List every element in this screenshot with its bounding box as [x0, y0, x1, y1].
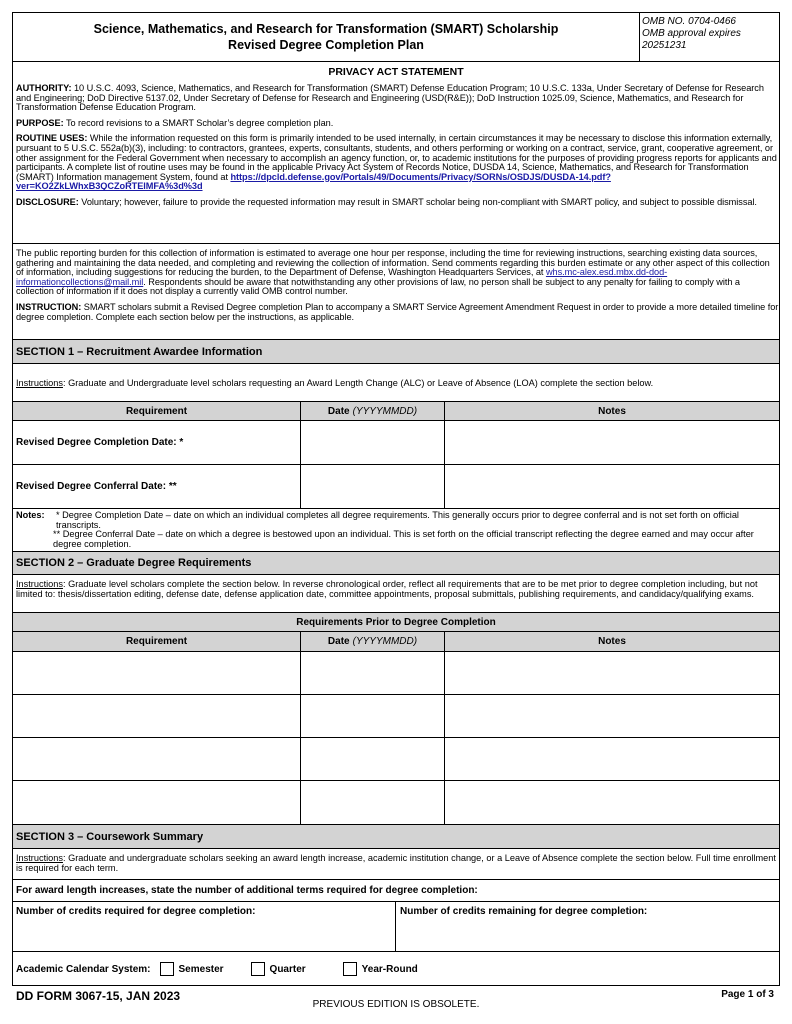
section2-instructions: [13, 574, 779, 612]
calendar-system-row: [13, 951, 779, 986]
burden-paragraph: [13, 249, 779, 297]
section2-instructions-label: Instructions: [16, 579, 63, 589]
section1-col-notes: Notes: [445, 402, 779, 421]
requirement-field[interactable]: [13, 781, 301, 825]
omb-number: OMB NO. 0704-0466: [642, 16, 736, 27]
privacy-act-title: PRIVACY ACT STATEMENT: [328, 66, 464, 78]
award-increase-field[interactable]: For award length increases, state the number of additional terms required for degree completion:: [13, 879, 779, 901]
routine-uses-label: ROUTINE USES:: [16, 133, 88, 144]
section2-table-title: Requirements Prior to Degree Completion: [13, 613, 779, 632]
instruction-label: INSTRUCTION:: [16, 301, 82, 312]
section1-col-date: [301, 402, 445, 421]
section1-col-date-format: (YYYYMMDD): [352, 405, 418, 417]
disclosure-label: DISCLOSURE:: [16, 196, 79, 207]
purpose-text: To record revisions to a SMART Scholar’s degree completion plan.: [65, 117, 334, 128]
burden-text-after: . Respondents should be aware that notwithstanding any other provisions of law, no person shall be subject to any penalty for failing to comply with a collection of information if it does not display a currently valid OMB control number.: [16, 276, 740, 297]
conferral-date-label: Revised Degree Conferral Date: **: [13, 465, 301, 509]
section1-instructions-label: Instructions: [16, 378, 63, 388]
section2-col-date-format: (YYYYMMDD): [352, 636, 418, 647]
requirement-field[interactable]: [13, 738, 301, 781]
page-number: Page 1 of 3: [721, 989, 774, 1000]
conferral-notes-field[interactable]: [445, 465, 779, 509]
conferral-date-field[interactable]: [301, 465, 445, 509]
requirement-notes-field[interactable]: [445, 695, 779, 738]
section2-instructions-text: : Graduate level scholars complete the section below. In reverse chronological order, reflect all requirements that are to be met prior to degree completion including, but not limited to: thesis/dissertation editing, defense date, defense application date, committee appointments, proposal submittals, publishing requirements, and candidacy/qualifying exams.: [16, 579, 758, 599]
requirement-notes-field[interactable]: [445, 781, 779, 825]
section3-instructions: [13, 848, 779, 879]
section2-col-date-label: Date: [327, 636, 350, 647]
section3-instructions-text: : Graduate and undergraduate scholars seeking an award length increase, academic institution change, or a Leave of Absence complete the section below. Full time enrollment is required for each term.: [16, 853, 776, 873]
form-title-line1: Science, Mathematics, and Research for Transformation (SMART) Scholarship: [93, 22, 559, 36]
requirement-notes-field[interactable]: [445, 652, 779, 695]
requirement-field[interactable]: [13, 652, 301, 695]
completion-date-label: Revised Degree Completion Date: *: [13, 421, 301, 465]
semester-checkbox[interactable]: [160, 962, 174, 976]
burden-text: The public reporting burden for this collection of information is estimated to average one hour per response, including the time for reviewing instructions, searching existing data sources, gathering and maintaining the data needed, and completing and reviewing the collection of information. Send comments regarding this burden estimate or any other aspect of this collection of information, including suggestions for reducing the burden, to the Department of Defense, Washington Headquarters Services, at: [16, 248, 770, 278]
requirement-date-field[interactable]: [301, 695, 445, 738]
notes-label: Notes:: [16, 510, 45, 520]
credits-remaining-field[interactable]: Number of credits remaining for degree completion:: [400, 906, 648, 917]
section2-col-notes: Notes: [445, 632, 779, 652]
authority-paragraph: [13, 84, 779, 113]
section3-header: SECTION 3 – Coursework Summary: [13, 824, 779, 848]
form-id: DD FORM 3067-15, JAN 2023: [16, 989, 181, 1003]
section1-instructions: [13, 363, 779, 401]
quarter-checkbox[interactable]: [251, 962, 265, 976]
semester-label: Semester: [178, 963, 224, 975]
omb-expiry-label: OMB approval expires: [642, 28, 741, 39]
form-title: [13, 13, 639, 61]
privacy-act-statement: [13, 61, 779, 243]
section2-header: SECTION 2 – Graduate Degree Requirements: [13, 551, 779, 574]
purpose-paragraph: [13, 119, 779, 129]
section1-instructions-text: : Graduate and Undergraduate level scholars requesting an Award Length Change (ALC) or Leave of Absence (LOA) complete the section below.: [62, 378, 654, 388]
omb-expiry-date: 20251231: [642, 40, 687, 51]
note1-text: * Degree Completion Date – date on which an individual completes all degree requirements. This generally occurs prior to degree conferral and is not set forth on official transcripts.: [56, 510, 739, 530]
calendar-system-label: Academic Calendar System:: [16, 963, 151, 975]
instruction-text: SMART scholars submit a Revised Degree completion Plan to accompany a SMART Service Agreement Amendment Request in order to provide a more detailed timeline for degree completion. Complete each section below per the instructions, as applicable.: [16, 301, 779, 322]
obsolete-notice: PREVIOUS EDITION IS OBSOLETE.: [312, 999, 480, 1010]
credits-required-field[interactable]: Number of credits required for degree completion:: [13, 902, 396, 951]
section1-col-requirement: Requirement: [13, 402, 301, 421]
credits-row: [13, 901, 779, 951]
purpose-label: PURPOSE:: [16, 117, 64, 128]
section1-col-date-label: Date: [327, 405, 350, 417]
requirement-date-field[interactable]: [301, 781, 445, 825]
year-round-label: Year-Round: [361, 963, 418, 975]
section2-table: [13, 612, 779, 824]
authority-label: AUTHORITY:: [16, 83, 72, 93]
section1-header: SECTION 1 – Recruitment Awardee Information: [13, 339, 779, 363]
instruction-paragraph: [13, 303, 779, 322]
requirement-notes-field[interactable]: [445, 738, 779, 781]
quarter-label: Quarter: [269, 963, 306, 975]
requirement-field[interactable]: [13, 695, 301, 738]
year-round-checkbox[interactable]: [343, 962, 357, 976]
section2-col-requirement: Requirement: [13, 632, 301, 652]
section1-notes: [13, 509, 779, 547]
completion-notes-field[interactable]: [445, 421, 779, 465]
routine-uses-paragraph: [13, 134, 779, 192]
disclosure-paragraph: [13, 198, 779, 208]
section1-table: [13, 401, 779, 509]
authority-text: 10 U.S.C. 4093, Science, Mathematics, and Research for Transformation (SMART) Defense Education Program; 10 U.S.C. 133a, Under Secretary of Defense for Research and Engineering; DoD Directive 5137.02, Under Secretary of Defense for Research and Engineering (USD(R&E)); DoD Instruction 1025.09, Science, Mathematics, and Research for Transformation Defense Education Program.: [16, 83, 764, 113]
form-title-line2: Revised Degree Completion Plan: [228, 38, 424, 52]
requirement-date-field[interactable]: [301, 738, 445, 781]
completion-date-field[interactable]: [301, 421, 445, 465]
disclosure-text: Voluntary; however, failure to provide the requested information may result in SMART scholar being non-compliant with SMART policy, and subject to possible dismissal.: [81, 196, 757, 207]
section3-instructions-label: Instructions: [16, 853, 63, 863]
note1-row: [16, 511, 779, 530]
requirement-date-field[interactable]: [301, 652, 445, 695]
sorn-link[interactable]: https://dpcld.defense.gov/Portals/49/Documents/Privacy/SORNs/OSDJS/DUSDA-14.pdf?ver=KO2ZkLWhxB3QCZoRTElMFA%3d%3d: [16, 171, 611, 192]
note2-text: ** Degree Conferral Date – date on which a degree is bestowed upon an individual. This is set forth on the official transcript reflecting the degree earned and may occur after degree completion.: [53, 529, 754, 549]
burden-email-link[interactable]: whs.mc-alex.esd.mbx.dd-dod-informationcollections@mail.mil: [16, 267, 668, 287]
form-sheet: [12, 12, 780, 986]
section2-col-date: [301, 632, 445, 652]
burden-statement: [13, 243, 779, 339]
routine-uses-text: While the information requested on this form is primarily intended to be used internally, in certain circumstances it may be necessary to disclose this information externally, pursuant to 5 U.S.C. 552a(b)(3), including: to contractors, grantees, experts, consultants, students, and others performing or working on a contract, service, grant, cooperative agreement, or other assignment for the Federal Government when necessary to accomplish an agency function, or, to academic institutions for the purposes of providing progress reports for applicants and participants. A complete list of routine uses may be found in the applicable Privacy Act System of Records Notice, DUSDA 14, Science, Mathematics, and Research for Transformation (SMART) Information management System, found at: [16, 133, 777, 182]
omb-box: [639, 13, 779, 61]
